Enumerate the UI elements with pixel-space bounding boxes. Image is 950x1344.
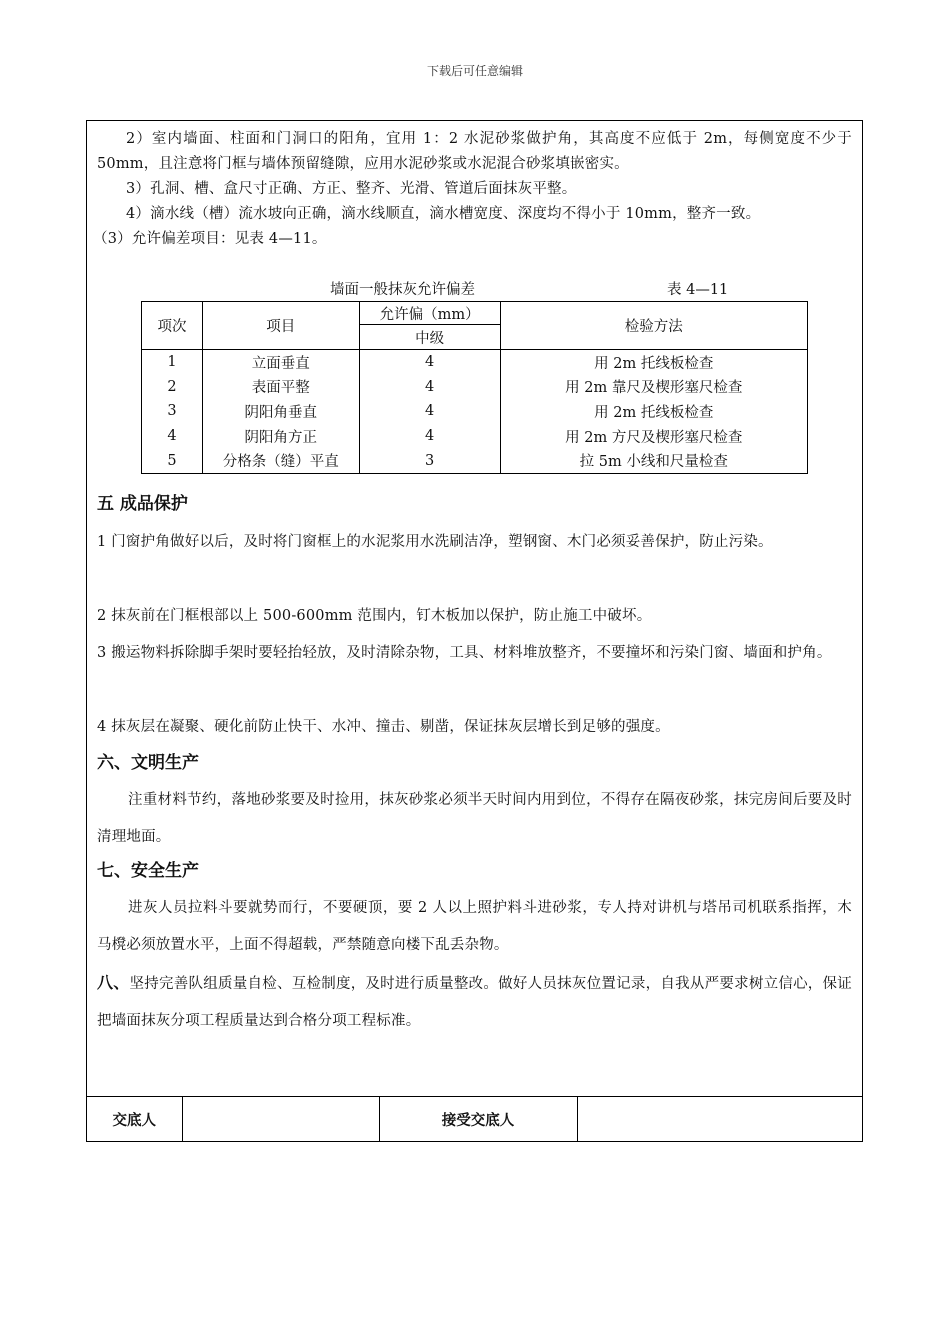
header-grade: 中级 (359, 325, 500, 350)
row-method: 用 2m 方尺及楔形塞尺检查 (500, 424, 807, 449)
table-number: 表 4—11 (667, 282, 729, 298)
paragraph-corner-protection: 2）室内墙面、柱面和门洞口的阳角，宜用 1：2 水泥砂浆做护角，其高度不应低于 2m，每侧宽度不少于 50mm，且注意将门框与墙体预留缝隙，应用水泥砂浆或水泥混合砂浆填嵌密实。 (97, 131, 852, 172)
row-index: 1 (142, 350, 203, 375)
section5-item-1: 1 门窗护角做好以后，及时将门窗框上的水泥浆用水洗刷洁净，塑钢窗、木门必须妥善保护，防止污染。 (97, 534, 773, 550)
section8-lead: 八、 (97, 973, 130, 992)
signature-table (87, 1096, 862, 1141)
row-value: 4 (359, 375, 500, 400)
row-value: 4 (359, 350, 500, 375)
row-item: 阴阳角方正 (202, 424, 359, 449)
paragraph-drip-line: 4）滴水线（槽）流水坡向正确，滴水线顺直，滴水槽宽度、深度均不得小于 10mm，整齐一致。 (126, 206, 761, 222)
section5-item-4: 4 抹灰层在凝聚、硬化前防止快干、水冲、撞击、剔凿，保证抹灰层增长到足够的强度。 (97, 719, 670, 735)
paragraph-tolerance-ref: （3）允许偏差项目：见表 4—11。 (93, 231, 327, 247)
section5-item-2: 2 抹灰前在门框根部以上 500-600mm 范围内，钉木板加以保护，防止施工中破坏。 (97, 608, 652, 624)
header-index: 项次 (142, 302, 203, 350)
header-tolerance: 允许偏（mm） (359, 302, 500, 325)
section7-text: 进灰人员拉料斗要就势而行，不要硬顶，要 2 人以上照护料斗进砂浆，专人持对讲机与塔吊司机联系指挥，木马櫈必须放置水平，上面不得超载，严禁随意向楼下乱丢杂物。 (97, 900, 852, 953)
row-index: 5 (142, 448, 203, 473)
receiver-signature-field[interactable] (577, 1097, 862, 1142)
row-value: 4 (359, 424, 500, 449)
row-index: 4 (142, 424, 203, 449)
section7-heading: 七、安全生产 (97, 861, 199, 881)
paragraph-openings: 3）孔洞、槽、盒尺寸正确、方正、整齐、光滑、管道后面抹灰平整。 (126, 181, 577, 197)
handover-signature-field[interactable] (182, 1097, 379, 1142)
row-value: 4 (359, 399, 500, 424)
row-item: 表面平整 (202, 375, 359, 400)
table-row (142, 350, 808, 375)
row-item: 立面垂直 (202, 350, 359, 375)
table-row (142, 375, 808, 400)
section5-item-3: 3 搬运物料拆除脚手架时要轻抬轻放，及时清除杂物，工具、材料堆放整齐，不要撞坏和污染门窗、墙面和护角。 (97, 645, 832, 661)
row-index: 3 (142, 399, 203, 424)
row-method: 用 2m 托线板检查 (500, 350, 807, 375)
section6-text: 注重材料节约，落地砂浆要及时捡用，抹灰砂浆必须半天时间内用到位，不得存在隔夜砂浆，抹完房间后要及时清理地面。 (97, 792, 852, 845)
row-method: 用 2m 托线板检查 (500, 399, 807, 424)
row-index: 2 (142, 375, 203, 400)
table-row (142, 424, 808, 449)
row-item: 分格条（缝）平直 (202, 448, 359, 473)
tolerance-table (141, 301, 808, 474)
table-row (142, 399, 808, 424)
row-method: 用 2m 靠尺及楔形塞尺检查 (500, 375, 807, 400)
table-caption: 墙面一般抹灰允许偏差 (330, 282, 475, 298)
table-row (142, 448, 808, 473)
watermark-text: 下载后可任意编辑 (426, 64, 523, 78)
header-method: 检验方法 (500, 302, 807, 350)
section8-text: 坚持完善队组质量自检、互检制度，及时进行质量整改。做好人员抹灰位置记录，自我从严要求树立信心，保证把墙面抹灰分项工程质量达到合格分项工程标准。 (97, 976, 853, 1029)
row-item: 阴阳角垂直 (202, 399, 359, 424)
receiver-label: 接受交底人 (379, 1097, 577, 1142)
handover-label: 交底人 (87, 1097, 182, 1142)
section5-heading: 五 成品保护 (97, 494, 188, 514)
section6-heading: 六、文明生产 (97, 753, 199, 773)
header-item: 项目 (202, 302, 359, 350)
document-frame (86, 120, 863, 1142)
section8-paragraph (97, 964, 852, 1040)
row-value: 3 (359, 448, 500, 473)
row-method: 拉 5m 小线和尺量检查 (500, 448, 807, 473)
